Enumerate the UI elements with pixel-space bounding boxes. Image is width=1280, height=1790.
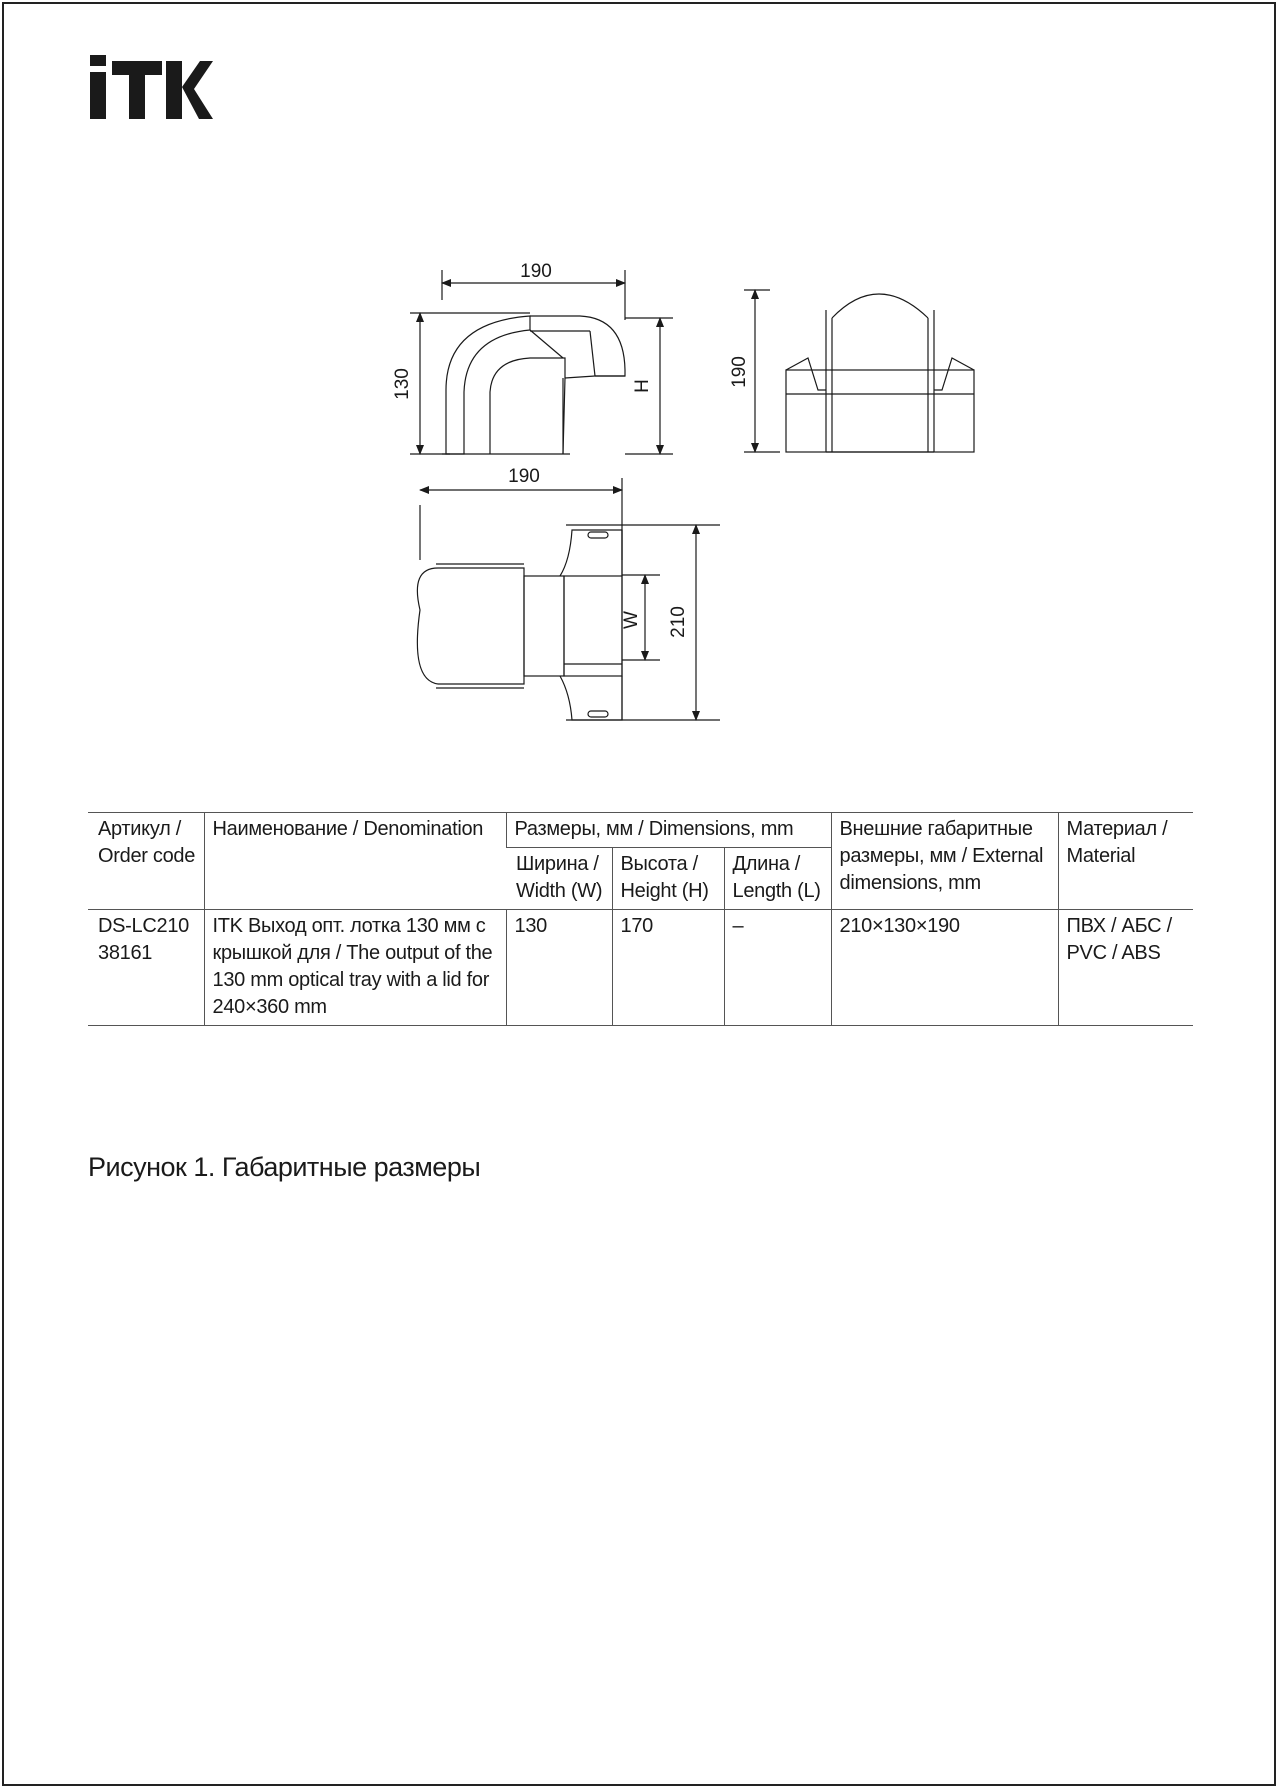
dimension-drawing: [0, 0, 1280, 760]
dim-190-plan: 190: [508, 466, 540, 487]
header-height: Высота / Height (H): [612, 848, 724, 910]
dim-130-elevation: 130: [392, 368, 413, 400]
header-denomination: Наименование / Denomination: [204, 813, 506, 910]
plan-view: [417, 478, 720, 720]
cell-length: –: [724, 910, 831, 1026]
cell-external: 210×130×190: [831, 910, 1058, 1026]
dim-h-elevation: H: [632, 379, 653, 393]
spec-table: [88, 812, 1193, 1026]
header-order-code: Артикул / Order code: [88, 813, 204, 910]
cell-denomination: ITK Выход опт. лотка 130 мм с крышкой для / The output of the 130 mm optical tray with a lid for 240×360 mm: [204, 910, 506, 1026]
table-row: [88, 910, 1193, 1026]
elevation-view: [410, 270, 673, 454]
cell-height: 170: [612, 910, 724, 1026]
header-width: Ширина / Width (W): [506, 848, 612, 910]
cell-width: 130: [506, 910, 612, 1026]
header-external: Внешние габаритные размеры, мм / External dimensions, mm: [831, 813, 1058, 910]
cell-order-code: DS-LC21038161: [88, 910, 204, 1026]
side-view: [744, 290, 974, 452]
dim-w-plan: W: [621, 611, 642, 629]
header-length: Длина / Length (L): [724, 848, 831, 910]
header-dimensions: Размеры, мм / Dimensions, mm: [506, 813, 831, 848]
header-material: Материал / Material: [1058, 813, 1193, 910]
dim-190-side: 190: [729, 356, 750, 388]
cell-material: ПВХ / АБС / PVC / ABS: [1058, 910, 1193, 1026]
dim-190-elevation: 190: [520, 261, 552, 282]
figure-caption: Рисунок 1. Габаритные размеры: [88, 1152, 481, 1182]
dim-210-plan: 210: [668, 606, 689, 638]
